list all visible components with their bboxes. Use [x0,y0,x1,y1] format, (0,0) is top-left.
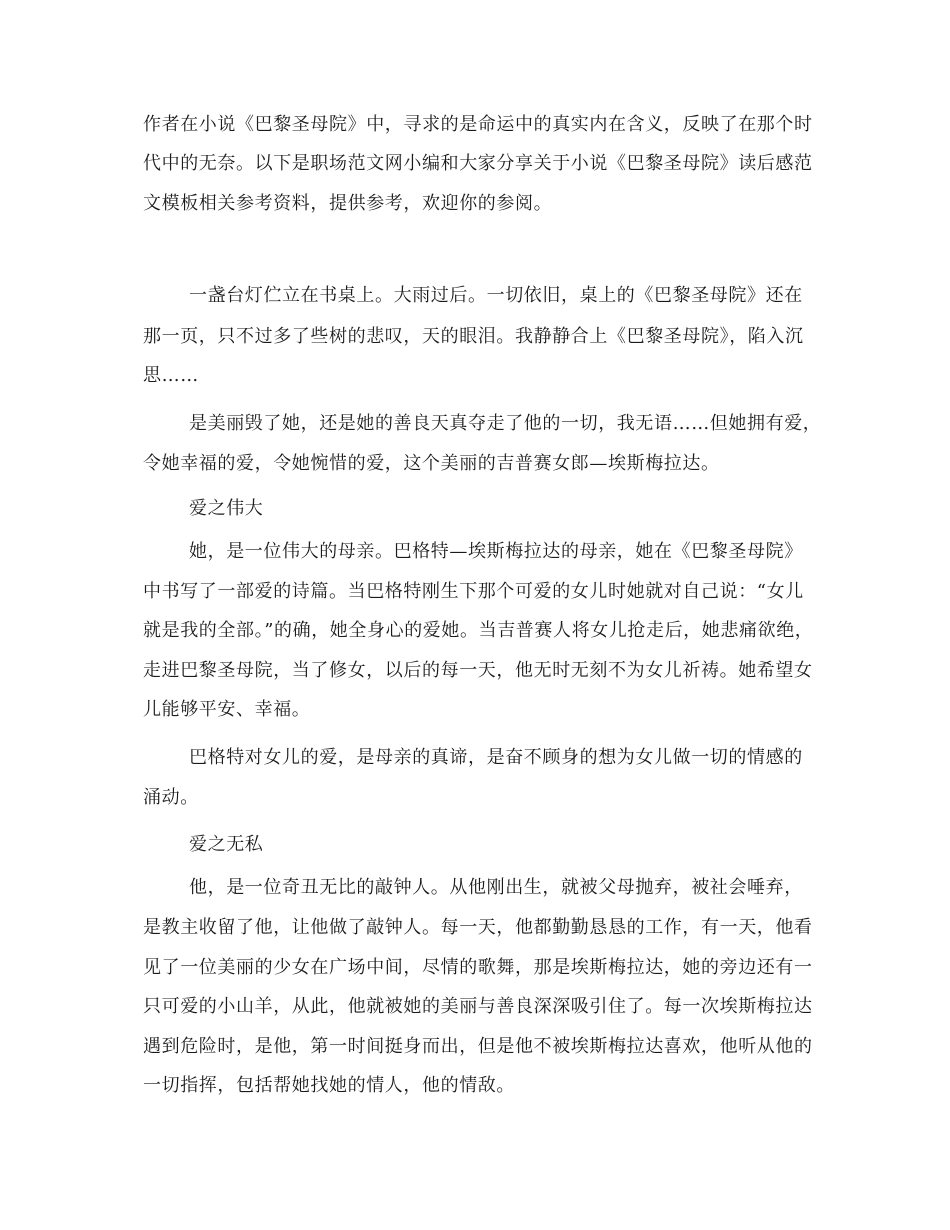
body-line-12: 巴格特对女儿的爱，是母亲的真谛，是奋不顾身的想为女儿做一切的情感的 [189,747,803,768]
body-line-20: 一切指挥，包括帮她找她的情人，他的情敌。 [143,1075,515,1096]
intro-line-1: 作者在小说《巴黎圣母院》中，寻求的是命运中的真实内在含义，反映了在那个时 [143,114,813,135]
section-heading-love-greatness: 爱之伟大 [189,498,264,519]
body-line-2: 那一页，只不过多了些树的悲叹，天的眼泪。我静静合上《巴黎圣母院》，陷入沉 [143,326,804,347]
body-line-16: 是教主收留了他，让他做了敲钟人。每一天，他都勤勤恳恳的工作，有一天，他看 [143,917,813,938]
section-heading-love-selfless: 爱之无私 [189,834,264,855]
intro-line-3: 文模板相关参考资料，提供参考，欢迎你的参阅。 [143,193,553,214]
body-line-9: 就是我的全部。”的确，她全身心的爱她。当吉普赛人将女儿抢走后，她悲痛欲绝， [143,620,814,641]
body-line-19: 遇到危险时，是他，第一时间挺身而出，但是他不被埃斯梅拉达喜欢，他听从他的 [143,1036,813,1057]
intro-line-2: 代中的无奈。以下是职场范文网小编和大家分享关于小说《巴黎圣母院》读后感范 [143,153,813,174]
body-line-10: 走进巴黎圣母院，当了修女，以后的每一天，他无时无刻不为女儿祈祷。她希望女 [143,660,813,681]
body-line-18: 只可爱的小山羊，从此，他就被她的美丽与善良深深吸引住了。每一次埃斯梅拉达 [143,996,813,1017]
body-line-4: 是美丽毁了她，还是她的善良天真夺走了他的一切，我无语……但她拥有爱， [189,413,822,434]
body-line-3: 思…… [143,365,199,386]
body-line-17: 见了一位美丽的少女在广场中间，尽情的歌舞，那是埃斯梅拉达，她的旁边还有一 [143,957,813,978]
body-line-13: 涌动。 [143,787,199,808]
body-line-8: 中书写了一部爱的诗篇。当巴格特刚生下那个可爱的女儿时她就对自己说：“女儿 [143,581,804,602]
body-line-1: 一盏台灯伫立在书桌上。大雨过后。一切依旧，桌上的《巴黎圣母院》还在 [189,285,803,306]
body-line-15: 他，是一位奇丑无比的敲钟人。从他刚出生，就被父母抛弃，被社会唾弃， [189,877,803,898]
body-line-7: 她，是一位伟大的母亲。巴格特—埃斯梅拉达的母亲，她在《巴黎圣母院》 [189,541,803,562]
body-line-11: 儿能够平安、幸福。 [143,699,311,720]
body-line-5: 令她幸福的爱，令她惋惜的爱，这个美丽的吉普赛女郎—埃斯梅拉达。 [143,453,720,474]
